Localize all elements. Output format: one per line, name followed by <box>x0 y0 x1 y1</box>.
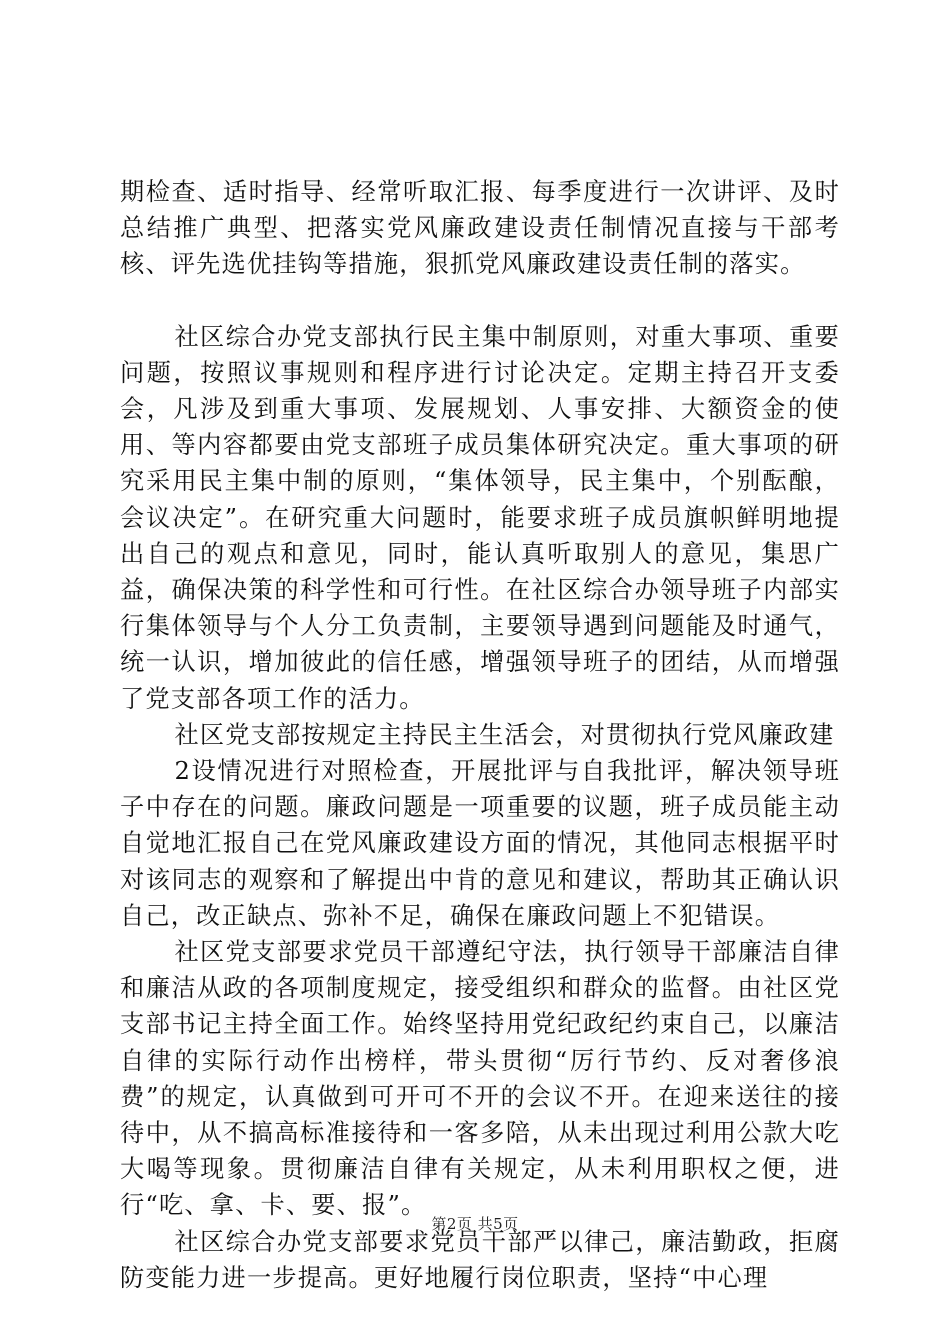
page-number-footer: 第2页 共5页 <box>431 1215 519 1233</box>
paragraph-criticism: 2设情况进行对照检查，开展批评与自我批评，解决领导班子中存在的问题。廉政问题是一项重要的议题，班子成员能主动自觉地汇报自己在党风廉政建设方面的情况，其他同志根据平时对该同志的观察和了解提出中肯的意见和建议，帮助其正确认识自己，改正缺点、弥补不足，确保在廉政问题上不犯错误。 <box>120 757 840 930</box>
paragraph-democratic-centralism: 社区综合办党支部执行民主集中制原则，对重大事项、重要问题，按照议事规则和程序进行讨论决定。定期主持召开支委会，凡涉及到重大事项、发展规划、人事安排、大额资金的使用、等内容都要由党支部班子成员集体研究决定。重大事项的研究采用民主集中制的原则，“集体领导，民主集中，个别酝酿，会议决定”。在研究重大问题时，能要求班子成员旗帜鲜明地提出自己的观点和意见，同时，能认真听取别人的意见，集思广益，确保决策的科学性和可行性。在社区综合办领导班子内部实行集体领导与个人分工负责制，主要领导遇到问题能及时通气，统一认识，增加彼此的信任感，增强领导班子的团结，从而增强了党支部各项工作的活力。 <box>120 322 840 713</box>
paragraph-self-discipline: 社区综合办党支部要求党员干部严以律己，廉洁勤政，拒腐防变能力进一步提高。更好地履行岗位职责，坚持“中心理 <box>120 1227 840 1292</box>
paragraph-discipline: 社区党支部要求党员干部遵纪守法，执行领导干部廉洁自律和廉洁从政的各项制度规定，接受组织和群众的监督。由社区党支部书记主持全面工作。始终坚持用党纪政纪约束自己，以廉洁自律的实际行动作出榜样，带头贯彻“厉行节约、反对奢侈浪费”的规定，认真做到可开可不开的会议不开。在迎来送往的接待中，从不搞高标准接待和一客多陪，从未出现过利用公款大吃大喝等现象。贯彻廉洁自律有关规定，从未利用职权之便，进行“吃、拿、卡、要、报”。 <box>120 938 840 1220</box>
document-body <box>120 174 840 1296</box>
paragraph-life-meeting: 社区党支部按规定主持民主生活会，对贯彻执行党风廉政建 <box>174 720 835 749</box>
paragraph-continuation: 期检查、适时指导、经常听取汇报、每季度进行一次讲评、及时总结推广典型、把落实党风廉政建设责任制情况直接与干部考核、评先选优挂钩等措施，狠抓党风廉政建设责任制的落实。 <box>120 178 840 279</box>
